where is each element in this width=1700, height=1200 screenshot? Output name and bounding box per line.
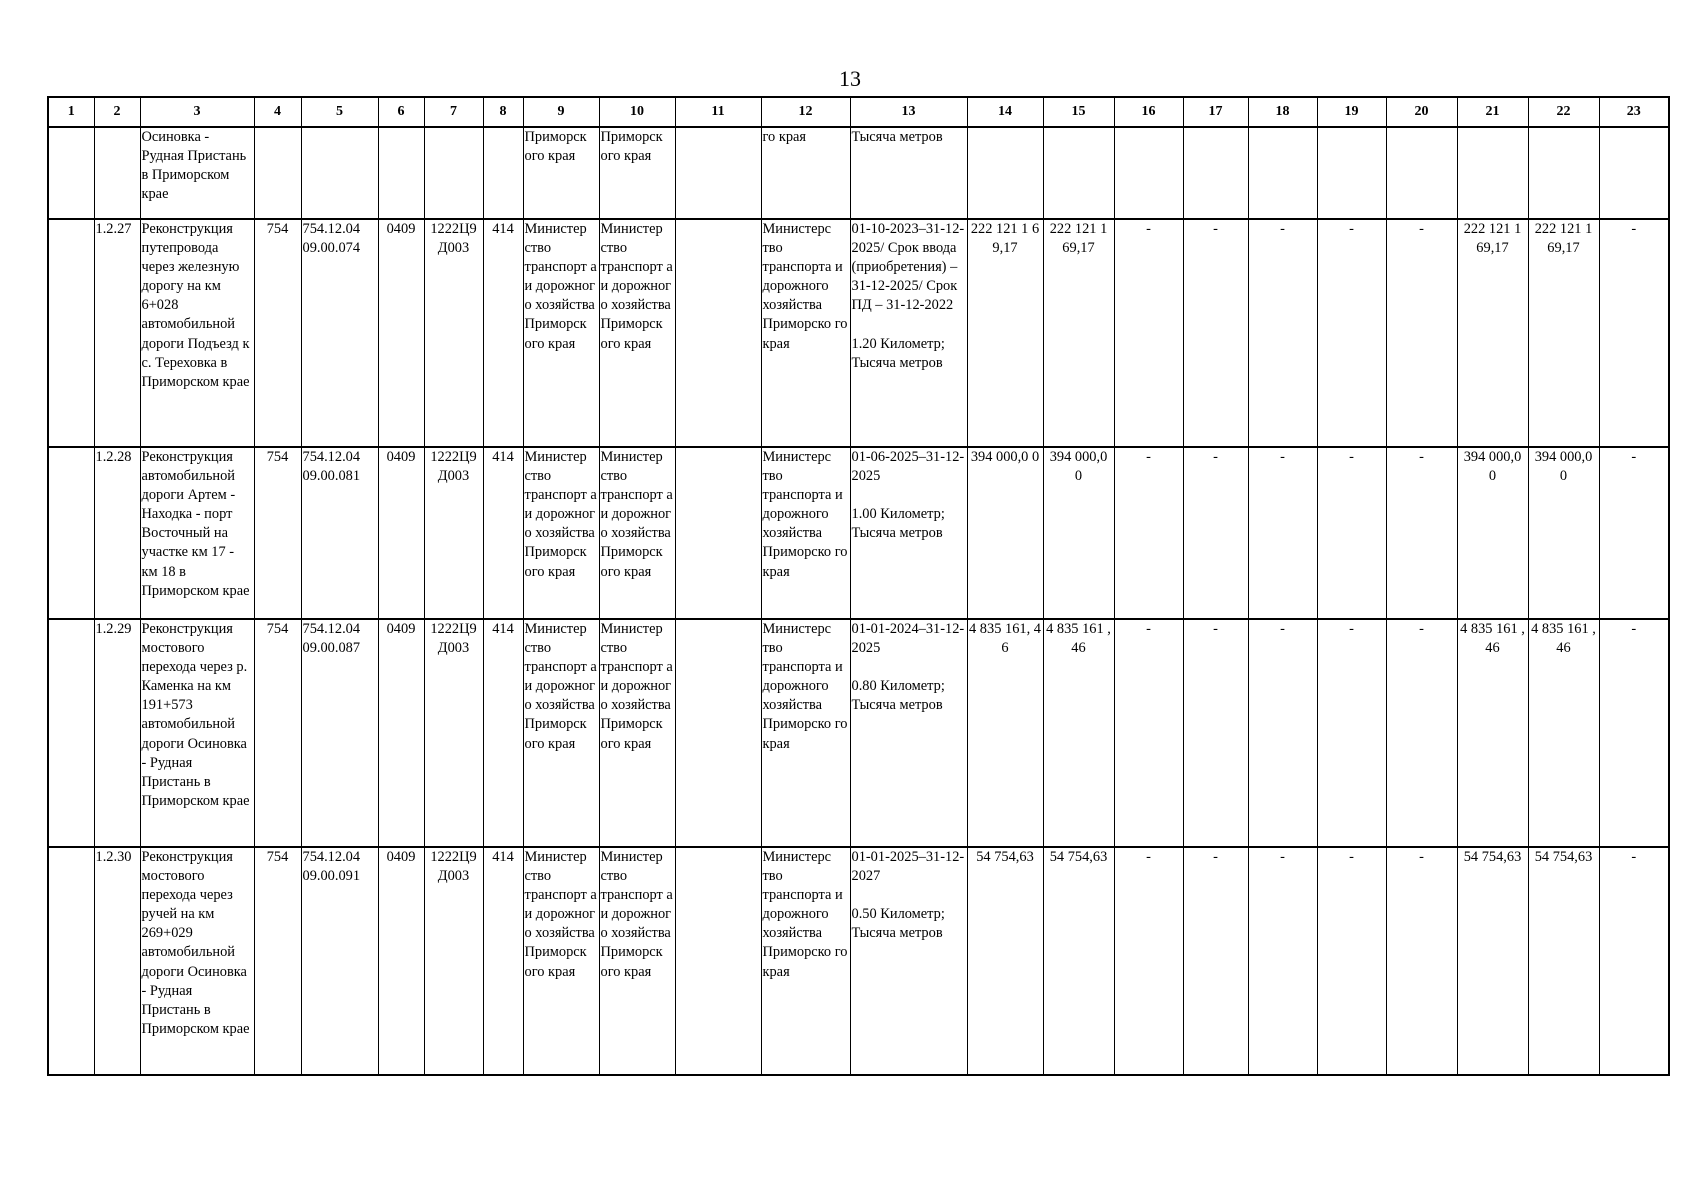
cell-col-6: 0409 (378, 219, 424, 447)
cell-col-19 (1317, 127, 1386, 219)
cell-col-12: Министерс тво транспорта и дорожного хозяйства Приморско го края (761, 219, 850, 447)
column-header: 3 (140, 97, 254, 127)
cell-col-15: 394 000,0 0 (1043, 447, 1114, 619)
cell-col-22: 54 754,63 (1528, 847, 1599, 1075)
cell-col-15: 54 754,63 (1043, 847, 1114, 1075)
cell-col-3: Реконструкция мостового перехода через р. Каменка на км 191+573 автомобильной дороги Осиновка - Рудная Пристань в Приморском крае (140, 619, 254, 847)
cell-col-18 (1248, 127, 1317, 219)
cell-col-10: Министер ство транспорт а и дорожног о хозяйства Приморск ого края (599, 619, 675, 847)
cell-col-7 (424, 127, 483, 219)
cell-col-1 (48, 127, 94, 219)
table-row (48, 447, 1669, 619)
cell-col-19: - (1317, 847, 1386, 1075)
cell-col-12: Министерс тво транспорта и дорожного хозяйства Приморско го края (761, 447, 850, 619)
cell-col-4: 754 (254, 847, 301, 1075)
cell-col-4: 754 (254, 447, 301, 619)
cell-col-21: 54 754,63 (1457, 847, 1528, 1075)
cell-col-15: 222 121 1 69,17 (1043, 219, 1114, 447)
cell-col-3: Реконструкция автомобильной дороги Артем - Находка - порт Восточный на участке км 17 - км 18 в Приморском крае (140, 447, 254, 619)
table-row (48, 127, 1669, 219)
cell-col-23: - (1599, 219, 1669, 447)
cell-col-19: - (1317, 447, 1386, 619)
register-table (47, 96, 1670, 1076)
column-header: 14 (967, 97, 1043, 127)
column-header: 8 (483, 97, 523, 127)
column-header: 11 (675, 97, 761, 127)
cell-col-20 (1386, 127, 1457, 219)
cell-col-7: 1222Ц9 Д003 (424, 847, 483, 1075)
column-header: 21 (1457, 97, 1528, 127)
cell-col-6: 0409 (378, 619, 424, 847)
cell-col-12: го края (761, 127, 850, 219)
cell-col-7: 1222Ц9 Д003 (424, 619, 483, 847)
column-header: 15 (1043, 97, 1114, 127)
cell-col-22: 4 835 161 ,46 (1528, 619, 1599, 847)
column-header: 1 (48, 97, 94, 127)
header-row (48, 97, 1669, 127)
cell-col-5: 754.12.04 09.00.081 (301, 447, 378, 619)
cell-col-17: - (1183, 847, 1248, 1075)
column-header: 19 (1317, 97, 1386, 127)
cell-col-22: 394 000,0 0 (1528, 447, 1599, 619)
cell-col-11 (675, 219, 761, 447)
table-body (48, 127, 1669, 1075)
column-header: 7 (424, 97, 483, 127)
cell-col-15 (1043, 127, 1114, 219)
cell-col-13: 01-01-2024–31-12-2025 0.80 Километр; Тысяча метров (850, 619, 967, 847)
cell-col-2: 1.2.27 (94, 219, 140, 447)
table-row (48, 619, 1669, 847)
cell-col-22 (1528, 127, 1599, 219)
cell-col-12: Министерс тво транспорта и дорожного хозяйства Приморско го края (761, 619, 850, 847)
cell-col-19: - (1317, 219, 1386, 447)
column-header: 23 (1599, 97, 1669, 127)
cell-col-1 (48, 219, 94, 447)
cell-col-15: 4 835 161 ,46 (1043, 619, 1114, 847)
cell-col-8: 414 (483, 619, 523, 847)
column-header: 10 (599, 97, 675, 127)
cell-col-13: 01-06-2025–31-12-2025 1.00 Километр; Тысяча метров (850, 447, 967, 619)
column-header: 5 (301, 97, 378, 127)
cell-col-16 (1114, 127, 1183, 219)
cell-col-19: - (1317, 619, 1386, 847)
cell-col-1 (48, 619, 94, 847)
cell-col-10: Министер ство транспорт а и дорожног о хозяйства Приморск ого края (599, 219, 675, 447)
cell-col-6: 0409 (378, 447, 424, 619)
cell-col-8: 414 (483, 219, 523, 447)
cell-col-23: - (1599, 447, 1669, 619)
cell-col-20: - (1386, 619, 1457, 847)
column-header: 17 (1183, 97, 1248, 127)
column-header: 12 (761, 97, 850, 127)
cell-col-17: - (1183, 219, 1248, 447)
cell-col-16: - (1114, 619, 1183, 847)
cell-col-10: Приморск ого края (599, 127, 675, 219)
cell-col-6 (378, 127, 424, 219)
cell-col-18: - (1248, 847, 1317, 1075)
cell-col-4: 754 (254, 219, 301, 447)
cell-col-9: Министер ство транспорт а и дорожног о хозяйства Приморск ого края (523, 619, 599, 847)
cell-col-23: - (1599, 847, 1669, 1075)
column-header: 20 (1386, 97, 1457, 127)
cell-col-9: Министер ство транспорт а и дорожног о хозяйства Приморск ого края (523, 447, 599, 619)
page-number: 13 (839, 66, 861, 91)
cell-col-14: 222 121 1 69,17 (967, 219, 1043, 447)
cell-col-16: - (1114, 447, 1183, 619)
cell-col-5: 754.12.04 09.00.091 (301, 847, 378, 1075)
cell-col-5: 754.12.04 09.00.087 (301, 619, 378, 847)
table-row (48, 219, 1669, 447)
cell-col-18: - (1248, 219, 1317, 447)
cell-col-8: 414 (483, 447, 523, 619)
column-header: 18 (1248, 97, 1317, 127)
cell-col-18: - (1248, 619, 1317, 847)
cell-col-3: Осиновка - Рудная Пристань в Приморском крае (140, 127, 254, 219)
cell-col-4: 754 (254, 619, 301, 847)
column-header: 4 (254, 97, 301, 127)
cell-col-16: - (1114, 847, 1183, 1075)
cell-col-17: - (1183, 447, 1248, 619)
cell-col-16: - (1114, 219, 1183, 447)
cell-col-7: 1222Ц9 Д003 (424, 447, 483, 619)
cell-col-13: Тысяча метров (850, 127, 967, 219)
cell-col-4 (254, 127, 301, 219)
cell-col-2: 1.2.29 (94, 619, 140, 847)
cell-col-3: Реконструкция путепровода через железную дорогу на км 6+028 автомобильной дороги Подъезд к с. Тереховка в Приморском крае (140, 219, 254, 447)
cell-col-1 (48, 447, 94, 619)
cell-col-11 (675, 127, 761, 219)
cell-col-12: Министерс тво транспорта и дорожного хозяйства Приморско го края (761, 847, 850, 1075)
column-header: 9 (523, 97, 599, 127)
cell-col-23 (1599, 127, 1669, 219)
table-row (48, 847, 1669, 1075)
column-header: 6 (378, 97, 424, 127)
cell-col-20: - (1386, 219, 1457, 447)
cell-col-2: 1.2.28 (94, 447, 140, 619)
cell-col-14 (967, 127, 1043, 219)
cell-col-3: Реконструкция мостового перехода через ручей на км 269+029 автомобильной дороги Осиновка - Рудная Пристань в Приморском крае (140, 847, 254, 1075)
cell-col-7: 1222Ц9 Д003 (424, 219, 483, 447)
cell-col-2: 1.2.30 (94, 847, 140, 1075)
cell-col-5 (301, 127, 378, 219)
cell-col-6: 0409 (378, 847, 424, 1075)
cell-col-13: 01-10-2023–31-12-2025/ Срок ввода (приобретения) – 31-12-2025/ Срок ПД – 31-12-2022 1.20 Километр; Тысяча метров (850, 219, 967, 447)
column-header: 2 (94, 97, 140, 127)
cell-col-9: Приморск ого края (523, 127, 599, 219)
cell-col-2 (94, 127, 140, 219)
cell-col-21: 222 121 1 69,17 (1457, 219, 1528, 447)
cell-col-20: - (1386, 447, 1457, 619)
cell-col-9: Министер ство транспорт а и дорожног о хозяйства Приморск ого края (523, 847, 599, 1075)
cell-col-11 (675, 847, 761, 1075)
column-header: 22 (1528, 97, 1599, 127)
cell-col-23: - (1599, 619, 1669, 847)
cell-col-13: 01-01-2025–31-12-2027 0.50 Километр; Тысяча метров (850, 847, 967, 1075)
cell-col-8 (483, 127, 523, 219)
cell-col-11 (675, 447, 761, 619)
cell-col-14: 394 000,0 0 (967, 447, 1043, 619)
cell-col-21: 4 835 161 ,46 (1457, 619, 1528, 847)
cell-col-21 (1457, 127, 1528, 219)
cell-col-10: Министер ство транспорт а и дорожног о хозяйства Приморск ого края (599, 847, 675, 1075)
cell-col-22: 222 121 1 69,17 (1528, 219, 1599, 447)
cell-col-17: - (1183, 619, 1248, 847)
cell-col-14: 54 754,63 (967, 847, 1043, 1075)
cell-col-8: 414 (483, 847, 523, 1075)
cell-col-18: - (1248, 447, 1317, 619)
cell-col-5: 754.12.04 09.00.074 (301, 219, 378, 447)
column-header: 13 (850, 97, 967, 127)
cell-col-1 (48, 847, 94, 1075)
cell-col-17 (1183, 127, 1248, 219)
cell-col-9: Министер ство транспорт а и дорожног о хозяйства Приморск ого края (523, 219, 599, 447)
cell-col-21: 394 000,0 0 (1457, 447, 1528, 619)
cell-col-11 (675, 619, 761, 847)
cell-col-14: 4 835 161, 46 (967, 619, 1043, 847)
column-header: 16 (1114, 97, 1183, 127)
cell-col-20: - (1386, 847, 1457, 1075)
cell-col-10: Министер ство транспорт а и дорожног о хозяйства Приморск ого края (599, 447, 675, 619)
